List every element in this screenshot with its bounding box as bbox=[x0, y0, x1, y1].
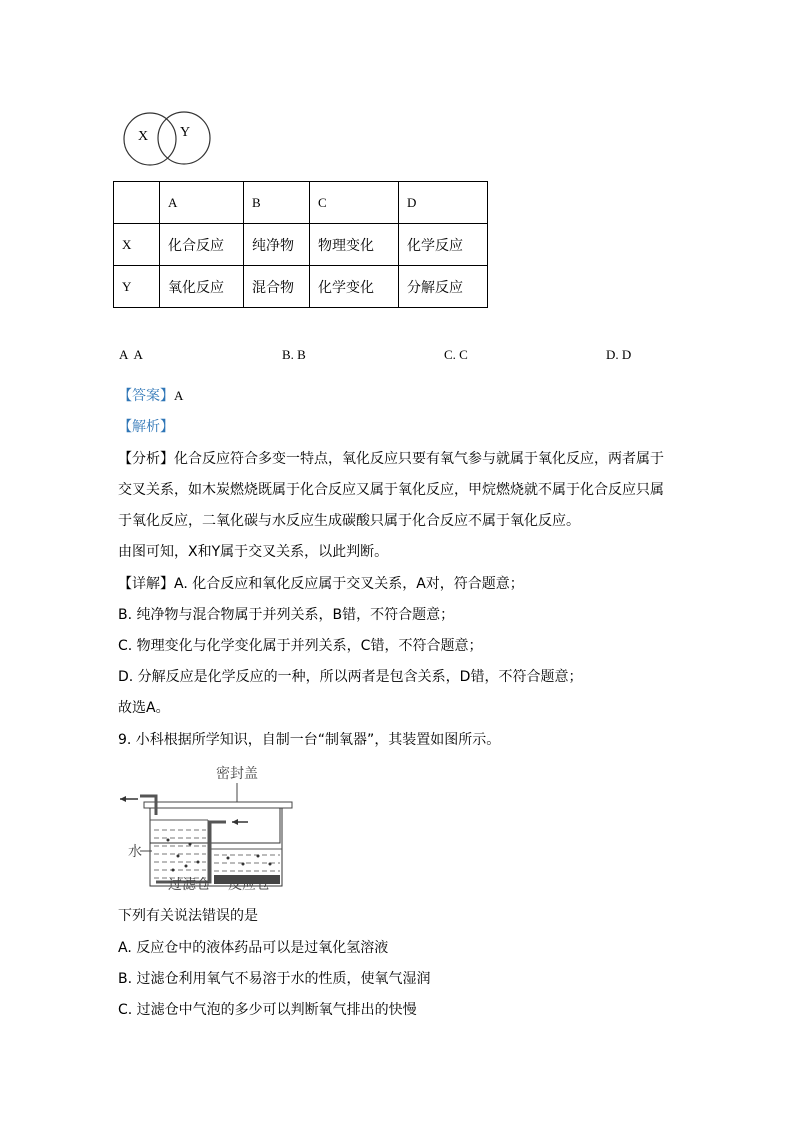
table-cell: C bbox=[310, 182, 399, 224]
answer-value: A bbox=[174, 388, 184, 403]
reaction-chamber-label: 反应仓 bbox=[228, 877, 270, 893]
question-9-stem: 9. 小科根据所学知识，自制一台“制氧器”，其装置如图所示。 bbox=[118, 732, 501, 748]
table-cell: X bbox=[114, 224, 160, 266]
option-d: D. D bbox=[606, 347, 632, 362]
question-stem: 下列有关说法错误的是 bbox=[118, 908, 258, 924]
table-cell: Y bbox=[114, 266, 160, 308]
table-row bbox=[114, 224, 488, 266]
table-cell: 混合物 bbox=[244, 266, 310, 308]
text-line: C. 物理变化与化学变化属于并列关系，C错，不符合题意； bbox=[118, 638, 483, 654]
table-cell: 化学变化 bbox=[310, 266, 399, 308]
water-label: 水 bbox=[128, 844, 142, 860]
table-cell: 纯净物 bbox=[244, 224, 310, 266]
table-cell: A bbox=[160, 182, 244, 224]
table-cell: 分解反应 bbox=[399, 266, 488, 308]
choice-c: C. 过滤仓中气泡的多少可以判断氧气排出的快慢 bbox=[118, 1002, 417, 1018]
table-cell: D bbox=[399, 182, 488, 224]
text-line: 【详解】A. 化合反应和氧化反应属于交叉关系，A对，符合题意； bbox=[118, 576, 524, 592]
venn-diagram bbox=[118, 105, 218, 171]
table-row bbox=[114, 266, 488, 308]
text-line: 故选A。 bbox=[118, 700, 170, 716]
venn-y-label: Y bbox=[180, 125, 191, 140]
analysis-label: 【解析】 bbox=[118, 419, 174, 435]
text-line: B. 纯净物与混合物属于并列关系，B错，不符合题意； bbox=[118, 607, 455, 623]
table-cell: 化学反应 bbox=[399, 224, 488, 266]
choice-a: A. 反应仓中的液体药品可以是过氧化氢溶液 bbox=[118, 940, 389, 956]
option-a: A A bbox=[119, 347, 143, 362]
text-line: D. 分解反应是化学反应的一种，所以两者是包含关系，D错，不符合题意； bbox=[118, 669, 583, 685]
table-header-row bbox=[114, 182, 488, 224]
option-b: B. B bbox=[282, 347, 306, 362]
text-line: 于氧化反应，二氧化碳与水反应生成碳酸只属于化合反应不属于氧化反应。 bbox=[118, 513, 580, 529]
text-line: 交叉关系，如木炭燃烧既属于化合反应又属于氧化反应，甲烷燃烧就不属于化合反应只属 bbox=[118, 482, 664, 498]
table-cell: 氧化反应 bbox=[160, 266, 244, 308]
table-cell: 物理变化 bbox=[310, 224, 399, 266]
choice-b: B. 过滤仓利用氧气不易溶于水的性质，使氧气湿润 bbox=[118, 971, 431, 987]
text-line: 【分析】化合反应符合多变一特点，氧化反应只要有氧气参与就属于氧化反应，两者属于 bbox=[118, 451, 664, 467]
venn-x-label: X bbox=[138, 129, 149, 144]
table-cell: 化合反应 bbox=[160, 224, 244, 266]
text-line: 由图可知，X和Y属于交叉关系，以此判断。 bbox=[118, 544, 389, 560]
answer-line bbox=[118, 387, 183, 405]
oxygen-generator-figure bbox=[118, 758, 308, 894]
lid-label: 密封盖 bbox=[216, 766, 258, 782]
filter-chamber-label: 过滤仓 bbox=[168, 877, 210, 893]
option-c: C. C bbox=[444, 347, 468, 362]
answer-label: 【答案】 bbox=[118, 388, 174, 404]
table-cell bbox=[114, 182, 160, 224]
table-cell: B bbox=[244, 182, 310, 224]
options-table bbox=[113, 181, 488, 308]
